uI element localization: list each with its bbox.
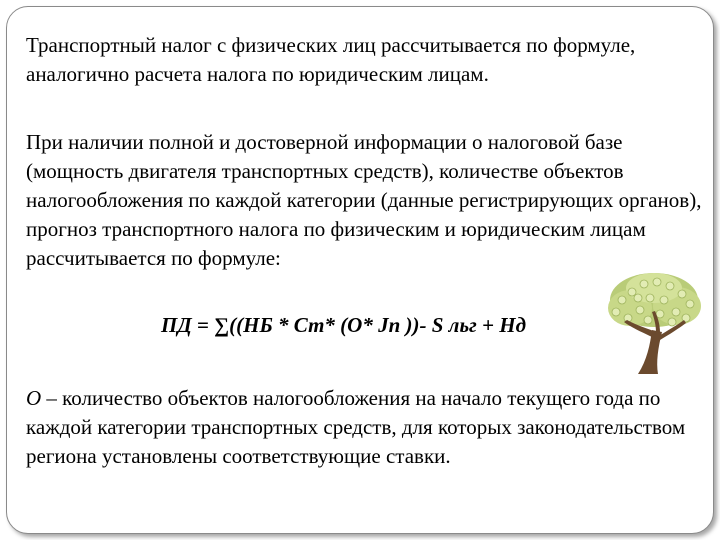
tree-icon — [602, 270, 707, 382]
tax-formula: ПД = ∑((НБ * Ст* (О* Jп ))- S льг + Нд — [161, 313, 527, 337]
definition-text: – количество объектов налогообложения на начало текущего года по каждой категории транспортных средств, для которых законодательством региона установлены соответствующие ставки. — [26, 386, 686, 468]
conditions-paragraph: При наличии полной и достоверной информации о налоговой базе (мощность двигателя транспортных средств), количестве объектов налогообложения по каждой категории (данные регистрирующих органов), прогноз транспортного налога по физическим и юридическим лицам рассчитывается по формуле: — [26, 130, 702, 270]
definition-paragraph — [26, 384, 712, 471]
intro-paragraph: Транспортный налог с физических лиц рассчитывается по формуле, аналогично расчета налога по юридическим лицам. — [26, 33, 636, 86]
variable-o: О — [26, 386, 42, 410]
